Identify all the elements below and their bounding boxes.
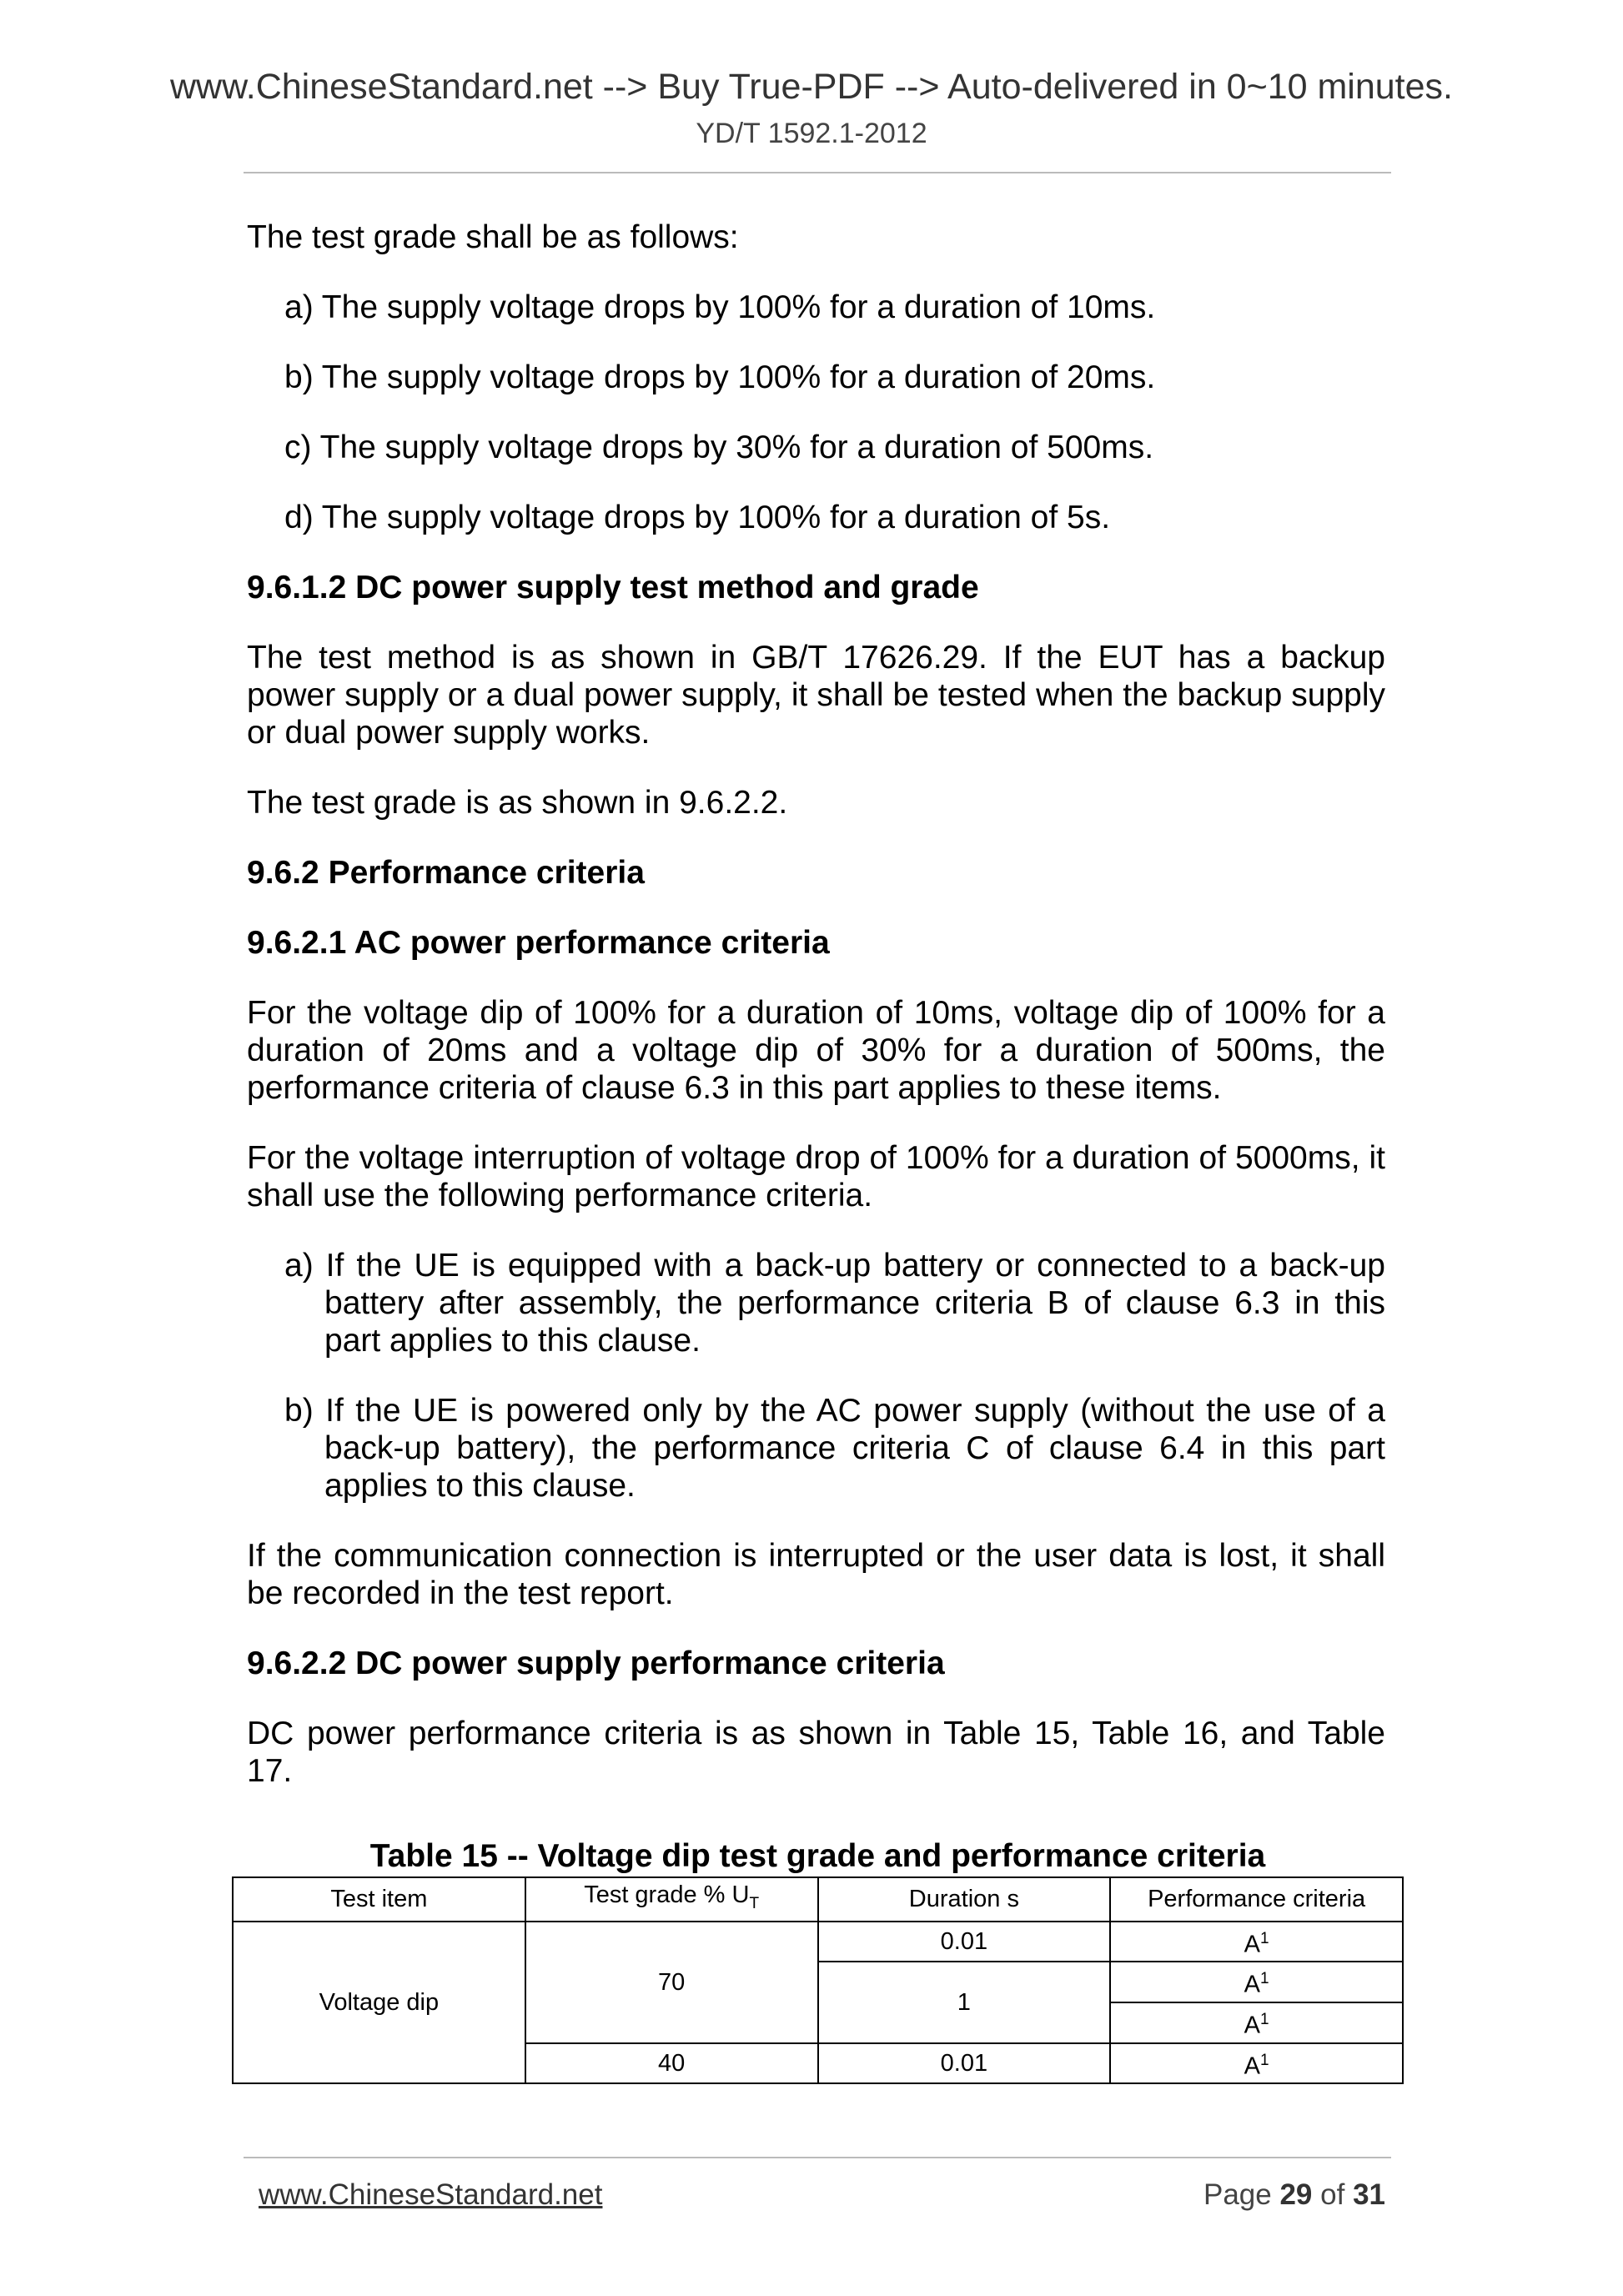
- page-number: [1203, 2178, 1385, 2212]
- criteria-note: 1: [1260, 1970, 1269, 1988]
- section-heading-9622: 9.6.2.2 DC power supply performance criteria: [247, 1645, 945, 1681]
- criteria-value: A: [1244, 2012, 1260, 2039]
- header-banner: www.ChineseStandard.net --> Buy True-PDF --> Auto-delivered in 0~10 minutes.: [169, 67, 1453, 107]
- of-word: of: [1320, 2178, 1345, 2211]
- header-divider: [244, 172, 1391, 173]
- section-heading-962: 9.6.2 Performance criteria: [247, 855, 645, 891]
- grade-header-subscript: T: [749, 1894, 760, 1912]
- list-item: a) If the UE is equipped with a back-up battery or connected to a back-up battery after assembly, the performance criteria B of clause 6.3 in this part applies to this clause.: [284, 1248, 1385, 1359]
- criteria-value: A: [1244, 2052, 1260, 2080]
- criteria-note: 1: [1260, 2011, 1269, 2029]
- grade-cell: 70: [525, 1922, 818, 2043]
- ac-dips-paragraph: For the voltage dip of 100% for a duration of 10ms, voltage dip of 100% for a duration of 20ms and a voltage dip of 30% for a duration of 500ms, the performance criteria of clause 6.3 in this part applies to these items.: [247, 995, 1385, 1106]
- list-item: a) The supply voltage drops by 100% for a duration of 10ms.: [284, 289, 1156, 325]
- document-code: YD/T 1592.1-2012: [696, 118, 927, 149]
- record-paragraph: If the communication connection is interrupted or the user data is lost, it shall be recorded in the test report.: [247, 1538, 1385, 1611]
- column-header-duration: Duration s: [818, 1877, 1111, 1922]
- criteria-cell: [1110, 1962, 1403, 2002]
- grade-cell: 40: [525, 2043, 818, 2084]
- list-item: b) The supply voltage drops by 100% for a duration of 20ms.: [284, 359, 1156, 395]
- test-item-cell: Voltage dip: [233, 1922, 525, 2084]
- duration-cell: 0.01: [818, 1922, 1111, 1962]
- table-header-row: [233, 1877, 1403, 1922]
- grade-header-label: Test grade % U: [584, 1882, 750, 1908]
- page-word: Page: [1203, 2178, 1272, 2211]
- column-header-criteria: Performance criteria: [1110, 1877, 1403, 1922]
- section-heading-9612: 9.6.1.2 DC power supply test method and grade: [247, 570, 979, 605]
- voltage-dip-table: [232, 1876, 1404, 2084]
- current-page: 29: [1279, 2178, 1313, 2211]
- criteria-value: A: [1244, 1931, 1260, 1958]
- criteria-note: 1: [1260, 1929, 1269, 1947]
- intro-paragraph: The test grade shall be as follows:: [247, 219, 739, 255]
- list-item: c) The supply voltage drops by 30% for a duration of 500ms.: [284, 430, 1154, 465]
- criteria-value: A: [1244, 1972, 1260, 1999]
- list-item: d) The supply voltage drops by 100% for a duration of 5s.: [284, 500, 1111, 535]
- table-row: [233, 1922, 1403, 1962]
- list-item: b) If the UE is powered only by the AC power supply (without the use of a back-up battery), the performance criteria C of clause 6.4 in this part applies to this clause.: [284, 1393, 1385, 1504]
- ac-interrupt-paragraph: For the voltage interruption of voltage drop of 100% for a duration of 5000ms, it shall use the following performance criteria.: [247, 1140, 1385, 1213]
- total-pages: 31: [1353, 2178, 1385, 2211]
- footer-site-link[interactable]: www.ChineseStandard.net: [259, 2178, 603, 2211]
- criteria-cell: [1110, 2043, 1403, 2084]
- page-content: [247, 219, 1385, 1822]
- column-header-test-item: Test item: [233, 1877, 525, 1922]
- section-heading-9621: 9.6.2.1 AC power performance criteria: [247, 925, 830, 961]
- criteria-note: 1: [1260, 2051, 1269, 2069]
- criteria-cell: [1110, 2002, 1403, 2043]
- table-caption: Table 15 -- Voltage dip test grade and performance criteria: [369, 1838, 1266, 1874]
- footer-divider: [244, 2157, 1391, 2158]
- criteria-cell: [1110, 1922, 1403, 1962]
- duration-cell: 1: [818, 1962, 1111, 2042]
- dc-criteria-paragraph: DC power performance criteria is as shown in Table 15, Table 16, and Table 17.: [247, 1716, 1385, 1789]
- column-header-test-grade: [525, 1877, 818, 1922]
- dc-grade-paragraph: The test grade is as shown in 9.6.2.2.: [247, 785, 788, 821]
- duration-cell: 0.01: [818, 2043, 1111, 2084]
- dc-method-paragraph: The test method is as shown in GB/T 17626.29. If the EUT has a backup power supply or a dual power supply, it shall be tested when the backup supply or dual power supply works.: [247, 640, 1385, 751]
